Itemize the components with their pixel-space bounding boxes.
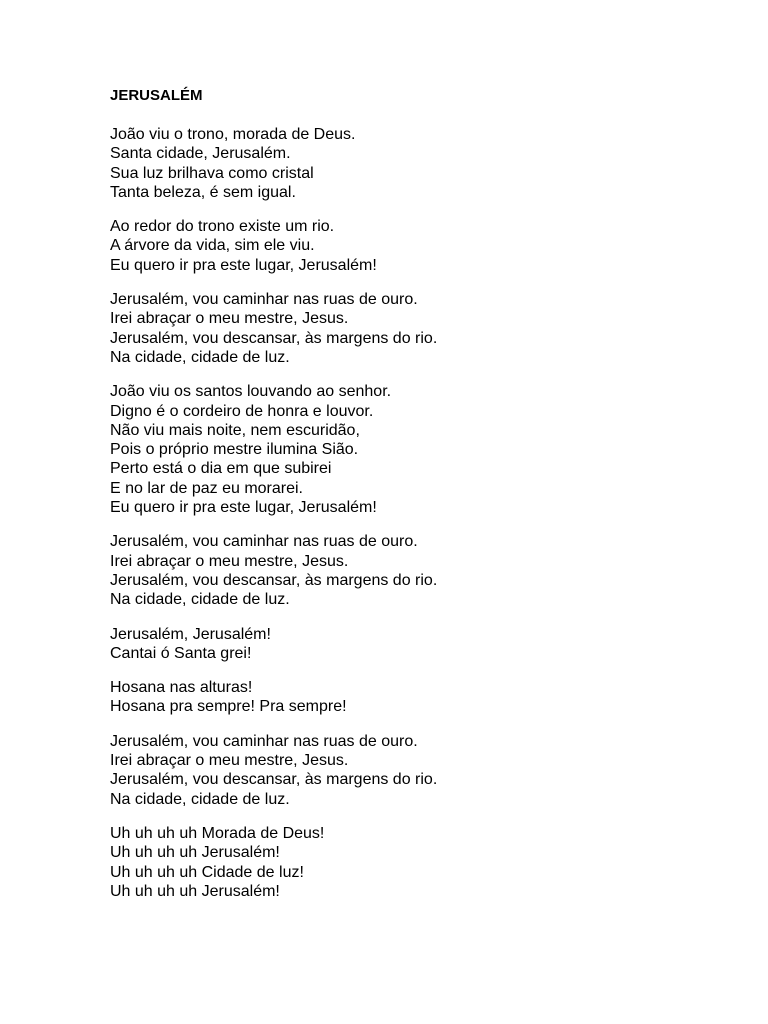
lyric-line: Hosana pra sempre! Pra sempre! [110,698,347,716]
stanza [110,678,710,717]
lyric-line: Uh uh uh uh Jerusalém! [110,844,280,862]
stanza [110,290,710,367]
stanza [110,532,710,609]
lyric-line: Na cidade, cidade de luz. [110,348,290,366]
stanza [110,217,710,275]
lyric-line: Tanta beleza, é sem igual. [110,183,296,201]
stanza [110,125,710,202]
lyric-line: A árvore da vida, sim ele viu. [110,237,315,255]
lyric-line: Na cidade, cidade de luz. [110,790,290,808]
stanza [110,732,710,809]
lyric-line: Sua luz brilhava como cristal [110,164,314,182]
lyric-line: Jerusalém, vou caminhar nas ruas de ouro. [110,533,418,551]
lyric-line: João viu o trono, morada de Deus. [110,126,356,143]
lyric-line: Eu quero ir pra este lugar, Jerusalém! [110,499,377,517]
lyric-line: Pois o próprio mestre ilumina Sião. [110,441,359,459]
song-title: JERUSALÉM [110,87,203,104]
document-page [110,87,710,916]
lyric-line: Irei abraçar o meu mestre, Jesus. [110,310,349,328]
stanza [110,382,710,517]
stanza [110,824,710,901]
lyric-line: Irei abraçar o meu mestre, Jesus. [110,552,349,570]
lyric-line: Cantai ó Santa grei! [110,644,252,662]
lyric-line: Hosana nas alturas! [110,679,253,697]
lyric-line: Eu quero ir pra este lugar, Jerusalém! [110,256,377,274]
lyric-line: Jerusalém, vou caminhar nas ruas de ouro. [110,732,418,750]
stanza [110,625,710,664]
lyric-line: E no lar de paz eu morarei. [110,479,303,497]
lyric-line: Na cidade, cidade de luz. [110,591,290,609]
lyric-line: Perto está o dia em que subirei [110,460,332,478]
lyric-line: Jerusalém, vou descansar, às margens do rio. [110,329,438,347]
lyric-line: Não viu mais noite, nem escuridão, [110,421,360,439]
lyrics-body [110,125,710,901]
lyric-line: Jerusalém, vou descansar, às margens do rio. [110,571,438,589]
lyric-line: João viu os santos louvando ao senhor. [110,383,392,401]
lyric-line: Jerusalém, vou caminhar nas ruas de ouro. [110,291,418,309]
lyric-line: Jerusalém, vou descansar, às margens do rio. [110,771,438,789]
lyric-line: Santa cidade, Jerusalém. [110,145,291,163]
lyric-line: Digno é o cordeiro de honra e louvor. [110,402,374,420]
lyric-line: Uh uh uh uh Cidade de luz! [110,863,304,881]
lyric-line: Ao redor do trono existe um rio. [110,218,335,236]
lyric-line: Uh uh uh uh Jerusalém! [110,882,280,900]
lyric-line: Jerusalém, Jerusalém! [110,625,271,643]
lyric-line: Irei abraçar o meu mestre, Jesus. [110,752,349,770]
lyric-line: Uh uh uh uh Morada de Deus! [110,824,325,842]
